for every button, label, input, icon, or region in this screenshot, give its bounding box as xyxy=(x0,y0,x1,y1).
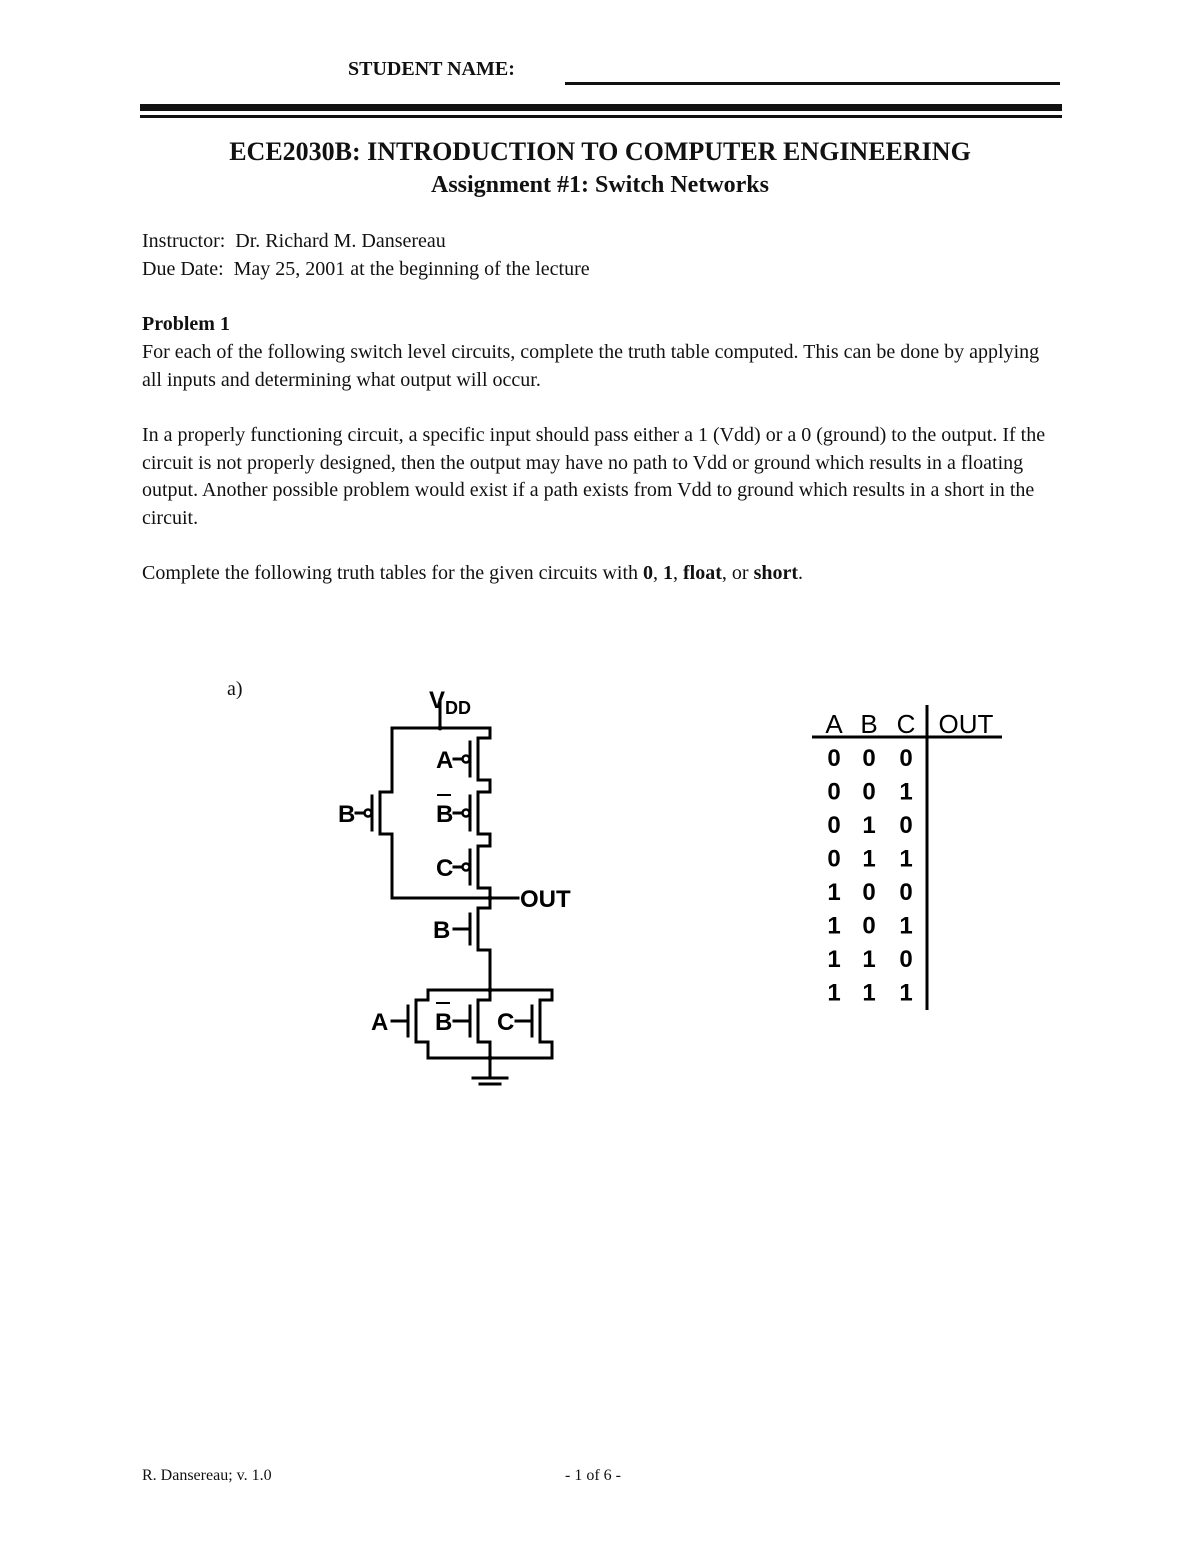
part-a-label: a) xyxy=(227,678,243,700)
gate-label-c-nmos: C xyxy=(497,1009,515,1036)
header-b: B xyxy=(860,709,878,739)
course-title: ECE2030B: INTRODUCTION TO COMPUTER ENGINEERING xyxy=(229,137,971,166)
truth-table-cell: 1 xyxy=(899,778,913,806)
problem-heading: Problem 1 xyxy=(142,313,230,335)
option-zero: 0 xyxy=(643,562,654,584)
out-label: OUT xyxy=(520,886,571,913)
truth-table-cell: 0 xyxy=(862,879,876,906)
student-name-blank-line xyxy=(565,82,1060,85)
header-c: C xyxy=(896,709,916,739)
truth-table-cell: 0 xyxy=(862,912,876,940)
student-name-label: STUDENT NAME: xyxy=(348,58,515,80)
truth-table-cell: 0 xyxy=(862,778,876,806)
truth-table-cell: 0 xyxy=(827,778,841,806)
separator: , xyxy=(673,562,684,584)
truth-table-cell: 1 xyxy=(899,845,913,873)
problem-paragraph-1: For each of the following switch level circuits, complete the truth table computed. This can be done by applying all inputs and determining what output will occur. xyxy=(142,341,1040,391)
truth-table-cell: 1 xyxy=(862,845,876,873)
truth-table-cell: 0 xyxy=(899,879,913,906)
instructions-prefix: Complete the following truth tables for the given circuits with xyxy=(142,562,644,584)
header-a: A xyxy=(825,709,843,739)
instructions-suffix: . xyxy=(798,562,804,584)
truth-table xyxy=(800,700,1020,1020)
separator: , or xyxy=(721,562,754,584)
truth-table-cell: 0 xyxy=(862,745,876,772)
vdd-subscript: DD xyxy=(445,698,471,718)
truth-table-cell: 0 xyxy=(899,812,913,839)
option-short: short xyxy=(753,562,799,584)
header-rule-thick xyxy=(140,104,1062,111)
truth-table-cell: 1 xyxy=(827,946,841,973)
due-date-line: Due Date: May 25, 2001 at the beginning of the lecture xyxy=(142,258,590,280)
truth-table-cell: 1 xyxy=(862,812,876,839)
gate-label-b-nmos: B xyxy=(433,917,451,944)
truth-table-cell: 1 xyxy=(827,879,841,906)
truth-table-cell: 0 xyxy=(827,812,841,839)
gate-label-a-pmos: A xyxy=(436,747,454,774)
option-one: 1 xyxy=(663,562,674,584)
truth-table-cell: 0 xyxy=(827,845,841,873)
switch-circuit-diagram xyxy=(330,680,590,1100)
gate-label-c-pmos: C xyxy=(436,855,454,882)
gate-label-b-bar-pmos: B xyxy=(436,801,454,828)
footer-author: R. Dansereau; v. 1.0 xyxy=(142,1467,272,1484)
gate-label-a-nmos: A xyxy=(371,1009,389,1036)
truth-table-cell: 1 xyxy=(899,912,913,940)
header-out: OUT xyxy=(938,709,994,739)
truth-table-cell: 1 xyxy=(862,979,876,1007)
vdd-label: V xyxy=(429,687,446,714)
truth-table-cell: 0 xyxy=(899,745,913,772)
truth-table-cell: 0 xyxy=(827,745,841,772)
problem-paragraph-3 xyxy=(142,560,1062,588)
footer-page-number: - 1 of 6 - xyxy=(565,1467,621,1484)
option-float: float xyxy=(683,562,722,584)
assignment-title: Assignment #1: Switch Networks xyxy=(431,172,769,198)
separator: , xyxy=(653,562,664,584)
truth-table-cell: 1 xyxy=(862,946,876,973)
problem-paragraph-2: In a properly functioning circuit, a specific input should pass either a 1 (Vdd) or a 0 (ground) to the output. If the circuit is not properly designed, then the output may have no path to Vdd or ground which results in a floating output. Another possible problem would exist if a path exists from Vdd to ground which results in a short in the circuit. xyxy=(142,424,1046,529)
truth-table-cell: 0 xyxy=(899,946,913,973)
truth-table-cell: 1 xyxy=(899,979,913,1007)
header-rule-thin xyxy=(140,115,1062,118)
truth-table-cell: 1 xyxy=(827,979,841,1007)
truth-table-cell: 1 xyxy=(827,912,841,940)
gate-label-b-bar-nmos: B xyxy=(435,1009,453,1036)
instructor-line: Instructor: Dr. Richard M. Dansereau xyxy=(142,230,446,252)
gate-label-b-pmos-left: B xyxy=(338,801,356,828)
